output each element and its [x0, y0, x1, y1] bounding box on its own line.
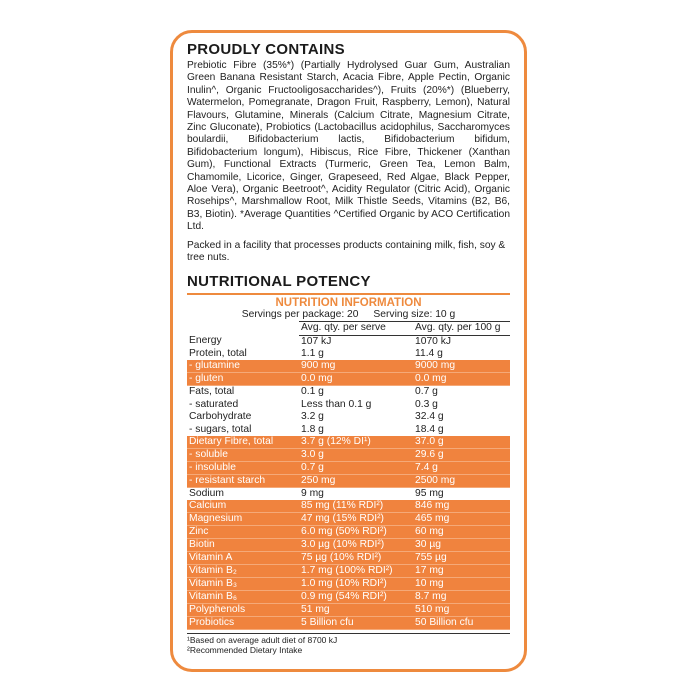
- per-100g-value: 755 µg: [413, 552, 510, 565]
- footnote-1: ¹Based on average adult diet of 8700 kJ: [187, 635, 338, 646]
- product-label-panel: [170, 30, 527, 672]
- per-serve-value: 3.0 g: [299, 449, 413, 462]
- header-per-serve: Avg. qty. per serve: [299, 321, 413, 335]
- nutrition-row: [187, 424, 510, 437]
- per-serve-value: 3.7 g (12% DI¹): [299, 436, 413, 449]
- per-serve-value: 0.7 g: [299, 462, 413, 475]
- nutrition-row: [187, 488, 510, 501]
- header-per-100g: Avg. qty. per 100 g: [413, 321, 510, 335]
- per-serve-value: 6.0 mg (50% RDI²): [299, 526, 413, 539]
- per-serve-value: 107 kJ: [301, 335, 332, 347]
- nutrient-name: Magnesium: [187, 513, 299, 526]
- nutrient-name: - gluten: [187, 373, 299, 386]
- nutrient-name: - soluble: [187, 449, 299, 462]
- per-serve-value: 900 mg: [299, 360, 413, 373]
- footnote-2: ²Recommended Dietary Intake: [187, 645, 303, 656]
- nutrition-row: [187, 552, 510, 565]
- nutrient-name: - insoluble: [187, 462, 299, 475]
- header-blank: [187, 321, 299, 335]
- nutrition-row: [187, 604, 510, 617]
- nutrition-row: [187, 526, 510, 539]
- per-serve-value: 1.7 mg (100% RDI²): [299, 565, 413, 578]
- orange-divider: [187, 293, 510, 295]
- per-serve-value: 75 µg (10% RDI²): [299, 552, 413, 565]
- nutrition-row: [187, 578, 510, 591]
- nutrition-row: [187, 513, 510, 526]
- nutrient-name: Biotin: [187, 539, 299, 552]
- per-serve-value: 1.0 mg (10% RDI²): [299, 578, 413, 591]
- nutrition-row: [187, 539, 510, 552]
- nutrition-row: [187, 348, 510, 361]
- per-100g-value: 11.4 g: [415, 347, 443, 359]
- nutrition-row: [187, 386, 510, 399]
- nutrition-row: [187, 591, 510, 604]
- per-serve-value: 1.8 g: [301, 423, 324, 435]
- nutritional-potency-heading: NUTRITIONAL POTENCY: [187, 272, 371, 290]
- per-100g-value: 50 Billion cfu: [413, 617, 510, 630]
- nutrient-name: Vitamin A: [187, 552, 299, 565]
- per-serve-value: 47 mg (15% RDI²): [299, 513, 413, 526]
- nutrient-name: Fats, total: [187, 386, 299, 399]
- nutrient-name: - saturated: [189, 398, 239, 410]
- per-100g-value: 8.7 mg: [413, 591, 510, 604]
- nutrition-info-title: NUTRITION INFORMATION: [275, 296, 422, 309]
- per-serve-value: 51 mg: [299, 604, 413, 617]
- nutrient-name: - resistant starch: [187, 475, 299, 488]
- per-100g-value: 9000 mg: [413, 360, 510, 373]
- per-100g-value: 0.0 mg: [413, 373, 510, 386]
- nutrition-row: [187, 617, 510, 630]
- allergen-note: Packed in a facility that processes products containing milk, fish, soy & tree nuts.: [187, 239, 506, 264]
- per-100g-value: 1070 kJ: [415, 335, 452, 347]
- per-serve-value: 3.0 µg (10% RDI²): [299, 539, 413, 552]
- nutrition-row: [187, 411, 510, 424]
- per-100g-value: 32.4 g: [415, 411, 444, 423]
- nutrient-name: Polyphenols: [187, 604, 299, 617]
- per-100g-value: 2500 mg: [413, 475, 510, 488]
- nutrition-row: [187, 360, 510, 373]
- nutrient-name: Vitamin B₆: [187, 591, 299, 604]
- per-100g-value: 465 mg: [413, 513, 510, 526]
- per-100g-value: 17 mg: [413, 565, 510, 578]
- nutrition-row: [187, 373, 510, 386]
- per-100g-value: 30 µg: [413, 539, 510, 552]
- per-serve-value: 0.1 g: [299, 386, 413, 399]
- per-100g-value: 29.6 g: [413, 449, 510, 462]
- nutrition-row: [187, 500, 510, 513]
- per-100g-value: 0.3 g: [415, 398, 438, 410]
- serving-size: Serving size: 10 g: [373, 308, 456, 320]
- nutrient-name: - glutamine: [187, 360, 299, 373]
- servings-per-package: Servings per package: 20: [241, 308, 359, 320]
- nutrient-name: Zinc: [187, 526, 299, 539]
- nutrient-name: Carbohydrate: [189, 411, 252, 423]
- proudly-contains-heading: PROUDLY CONTAINS: [187, 41, 345, 58]
- per-serve-value: 0.0 mg: [299, 373, 413, 386]
- nutrition-row: [187, 475, 510, 488]
- per-100g-value: 95 mg: [413, 488, 510, 501]
- ingredients-list: Prebiotic Fibre (35%*) (Partially Hydrolysed Guar Gum, Australian Green Banana Resistant Starch, Acacia Fibre, Apple Pectin, Organic Inulin^, Organic Fructooligosaccharides^), Fruits (20%*) (Blueberry, Watermelon, Pomegranate, Dragon Fruit, Raspberry, Lemon), Natural Flavours, Glutamine, Minerals (Calcium Citrate, Magnesium Citrate, Zinc Gluconate), Probiotics (Lactobacillus acidophilus, Saccharomyces boulardii, Bifidobacterium lactis, Bifidobacterium bifidum, Bifidobacterium longum), Hibiscus, Rice Fibre, Thickener (Xanthan Gum), Functional Extracts (Turmeric, Green Tea, Lemon Balm, Chamomile, Licorice, Ginger, Grapeseed, Red Algae, Black Pepper, Aloe Vera), Organic Beetroot^, Acidity Regulator (Citric Acid), Organic Rosehips^, Marshmallow Root, Milk Thistle Seeds, Vitamins (B2, B6, B3, Biotin). *Average Quantities ^Certified Organic by ACO Certification Ltd.: [187, 60, 510, 233]
- per-serve-value: 1.1 g: [301, 347, 324, 359]
- per-serve-value: 3.2 g: [301, 411, 324, 423]
- nutrient-name: Vitamin B₂: [187, 565, 299, 578]
- nutrient-name: Vitamin B₃: [187, 578, 299, 591]
- per-100g-value: 60 mg: [413, 526, 510, 539]
- per-serve-value: 85 mg (11% RDI²): [299, 500, 413, 513]
- nutrition-table-header: [187, 321, 510, 335]
- per-100g-value: 846 mg: [413, 500, 510, 513]
- per-100g-value: 7.4 g: [413, 462, 510, 475]
- nutrient-name: Calcium: [187, 500, 299, 513]
- footnotes: [187, 633, 510, 655]
- label-content: [187, 41, 510, 655]
- nutrient-name: Energy: [189, 335, 222, 347]
- nutrition-row: [187, 565, 510, 578]
- per-serve-value: 250 mg: [299, 475, 413, 488]
- nutrient-name: - sugars, total: [189, 423, 252, 435]
- servings-line: [187, 309, 510, 321]
- nutrition-row: [187, 462, 510, 475]
- nutrition-row: [187, 398, 510, 411]
- per-serve-value: 5 Billion cfu: [299, 617, 413, 630]
- nutrition-row: [187, 436, 510, 449]
- per-100g-value: 510 mg: [413, 604, 510, 617]
- nutrition-table: [187, 321, 510, 631]
- per-serve-value: 0.9 mg (54% RDI²): [299, 591, 413, 604]
- per-serve-value: 9 mg: [299, 488, 413, 501]
- nutrient-name: Dietary Fibre, total: [187, 436, 299, 449]
- nutrient-name: Protein, total: [189, 347, 247, 359]
- per-100g-value: 37.0 g: [413, 436, 510, 449]
- nutrition-row: [187, 449, 510, 462]
- nutrient-name: Sodium: [187, 488, 299, 501]
- nutrition-row: [187, 335, 510, 348]
- per-100g-value: 0.7 g: [413, 386, 510, 399]
- per-serve-value: Less than 0.1 g: [301, 398, 372, 410]
- per-100g-value: 10 mg: [413, 578, 510, 591]
- nutrient-name: Probiotics: [187, 617, 299, 630]
- per-100g-value: 18.4 g: [415, 423, 444, 435]
